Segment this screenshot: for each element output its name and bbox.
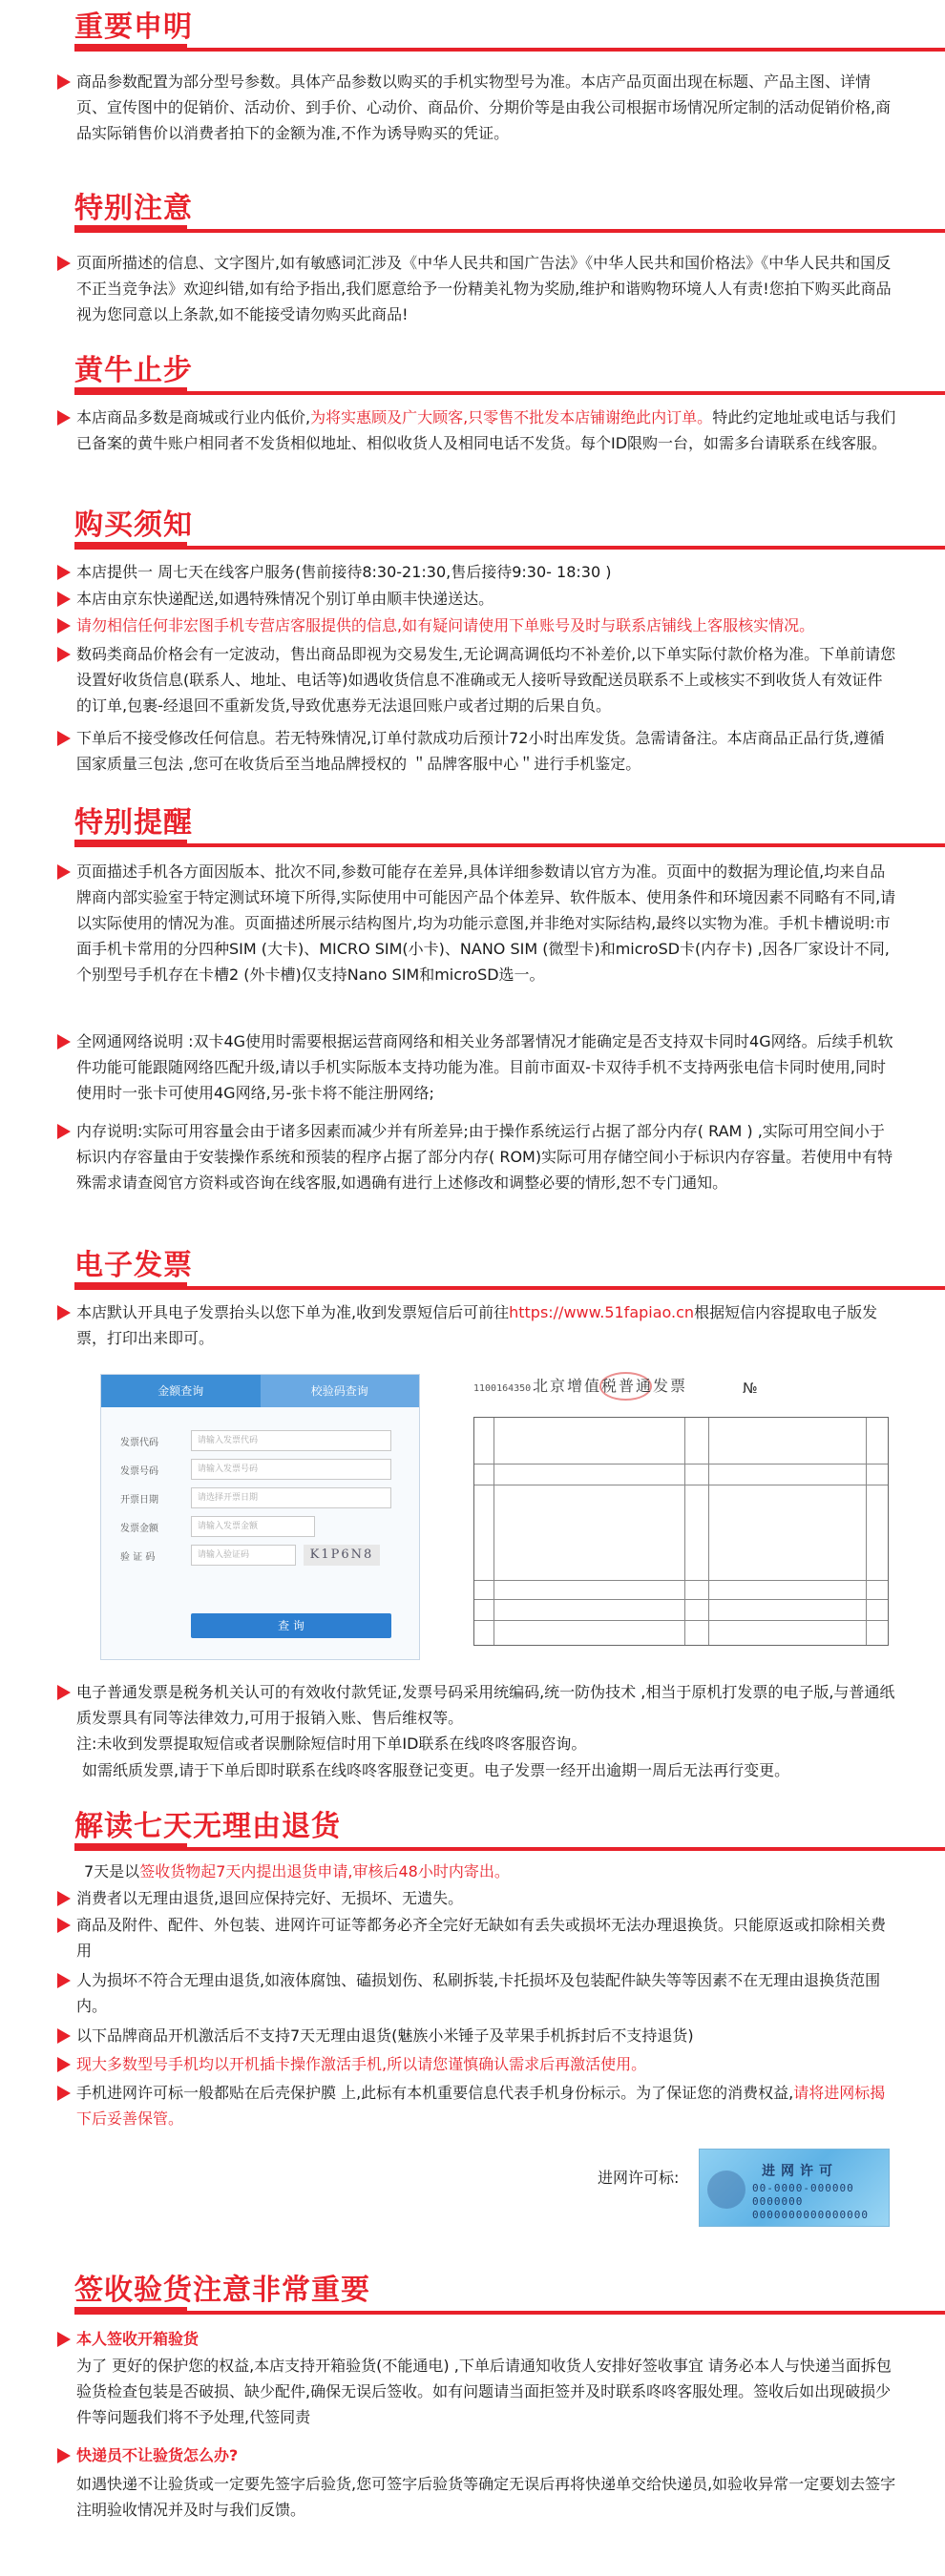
subheading: 本人签收开箱验货 xyxy=(57,2326,897,2352)
section-title: 电子发票 xyxy=(74,1249,193,1282)
section-divider xyxy=(74,229,945,233)
paragraph: 人为损坏不符合无理由退货,如液体腐蚀、磕损划伤、私刷拆装,卡托损坏及包装配件缺失等等因素不在无理由退换货范围内。 xyxy=(57,1967,897,2019)
paragraph: 手机进网许可标一般都贴在后壳保护膜 上,此标有本机重要信息代表手机身份标示。为了保证您的消费权益,请将进网标揭下后妥善保管。 xyxy=(57,2080,897,2131)
section-header-purchase-notes xyxy=(0,506,945,550)
section-title: 签收验货注意非常重要 xyxy=(74,2274,370,2307)
section-title: 黄牛止步 xyxy=(74,354,193,387)
arrow-icon xyxy=(57,410,71,426)
subheading: 快递员不让验货怎么办? xyxy=(57,2442,897,2468)
paragraph: 商品及附件、配件、外包装、进网许可证等都务必齐全完好无缺如有丢失或损坏无法办理退换货。只能原返或扣除相关费用 xyxy=(57,1912,897,1963)
section-header-delivery-inspection xyxy=(0,2271,945,2315)
section-divider xyxy=(74,2311,945,2315)
section-header-important xyxy=(0,8,945,52)
section-divider xyxy=(74,1286,945,1290)
arrow-icon xyxy=(57,1891,71,1906)
invoice-row: 发票号码 请输入发票号码 xyxy=(113,1459,409,1480)
paragraph: 如遇快递不让验货或一定要先签字后验货,您可签字后验货等确定无误后再将快递单交给快递员,如验收异常一定要划去签字注明验收情况并及时与我们反馈。 xyxy=(76,2475,896,2519)
invoice-tabs xyxy=(101,1375,419,1407)
invoice-query-form-image xyxy=(100,1374,420,1660)
arrow-icon xyxy=(57,618,71,634)
arrow-icon xyxy=(57,1918,71,1933)
paragraph: 为了 更好的保护您的权益,本店支持开箱验货(不能通电) ,下单后请通知收货人安排好签收事宜 请务必本人与快递当面拆包验货检查包装是否破损、缺少配件,确保无误后签收。如有问题请当面拒签并及时联系咚咚客服处理。签收后如出现破损少件等问题我们将不予处理,代签同责 xyxy=(76,2357,892,2426)
section-title: 解读七天无理由退货 xyxy=(74,1810,341,1843)
arrow-icon xyxy=(57,731,71,746)
section-title: 特别提醒 xyxy=(74,806,193,840)
invoice-paper-image: 1100164350 北京增值税普通发票 № xyxy=(456,1364,905,1665)
seal-icon xyxy=(707,2171,746,2209)
network-license-image: 进网许可 00-0000-000000 0000000 0000000000000000 xyxy=(699,2149,890,2227)
tab-check-code-query: 校验码查询 xyxy=(261,1375,420,1407)
paragraph: 商品参数配置为部分型号参数。具体产品参数以购买的手机实物型号为准。本店产品页面出现在标题、产品主图、详情页、宣传图中的促销价、活动价、到手价、心动价、商品价、分期价等是由我公司根据市场情况所定制的活动促销价格,商品实际销售价以消费者拍下的金额为准,不作为诱导购买的凭证。 xyxy=(57,69,897,146)
arrow-icon xyxy=(57,2448,71,2463)
section-divider xyxy=(74,546,945,550)
tab-amount-query: 金额查询 xyxy=(158,1384,204,1398)
paragraph: 电子普通发票是税务机关认可的有效收付款凭证,发票号码采用统编码,统一防伪技术 ,相当于原机打发票的电子版,与普通纸质发票具有同等法律效力,可用于报销入账、售后维权等。 xyxy=(57,1679,897,1731)
paragraph: 7天是以签收货物起7天内提出退货申请,审核后48小时内寄出。 xyxy=(84,1862,510,1880)
arrow-icon xyxy=(57,1124,71,1139)
paragraph: 本店由京东快递配送,如遇特殊情况个别订单由顺丰快递送达。 xyxy=(57,586,897,612)
section-header-attention xyxy=(0,189,945,233)
paragraph: 全网通网络说明 :双卡4G使用时需要根据运营商网络和相关业务部署情况才能确定是否支持双卡同时4G网络。后续手机软件功能可能跟随网络匹配升级,请以手机实际版本支持功能为准。目前市面双-卡双待手机不支持两张电信卡同时使用,同时使用时一张卡可使用4G网络,另-张卡将不能注册网络; xyxy=(57,1028,897,1106)
section-divider xyxy=(74,843,945,847)
arrow-icon xyxy=(57,256,71,271)
arrow-icon xyxy=(57,647,71,662)
query-button: 查 询 xyxy=(191,1613,391,1638)
arrow-icon xyxy=(57,1685,71,1700)
invoice-row: 发票金额 请输入发票金额 xyxy=(113,1516,409,1537)
arrow-icon xyxy=(57,864,71,880)
section-divider xyxy=(74,48,945,52)
invoice-grid xyxy=(473,1417,889,1646)
paragraph: 页面所描述的信息、文字图片,如有敏感词汇涉及《中华人民共和国广告法》《中华人民共和国价格法》《中华人民共和国反不正当竞争法》欢迎纠错,如有给予指出,我们愿意给予一份精美礼物为奖励,维护和谐购物环境人人有责!您拍下购买此商品视为您同意以上条款,如不能接受请勿购买此商品! xyxy=(57,250,897,327)
arrow-icon xyxy=(57,1973,71,1988)
paragraph: 本店提供一 周七天在线客户服务(售前接待8:30-21:30,售后接待9:30- 18:30 ) xyxy=(57,559,897,585)
arrow-icon xyxy=(57,74,71,90)
section-divider xyxy=(74,1847,945,1851)
section-title: 购买须知 xyxy=(74,509,193,542)
arrow-icon xyxy=(57,2086,71,2101)
paragraph: 下单后不接受修改任何信息。若无特殊情况,订单付款成功后预计72小时出库发货。急需请备注。本店商品正品行货,遵循国家质量三包法 ,您可在收货后至当地品牌授权的 ＂品牌客服中心＂进行手机鉴定。 xyxy=(57,725,897,777)
invoice-link[interactable]: https://www.51fapiao.cn xyxy=(509,1303,695,1321)
arrow-icon xyxy=(57,592,71,607)
paragraph: 注:未收到发票提取短信或者误删除短信时用下单ID联系在线咚咚客服咨询。 xyxy=(76,1735,587,1753)
paragraph: 内存说明:实际可用容量会由于诸多因素而减少并有所差异;由于操作系统运行占据了部分内存( RAM ) ,实际可用空间小于标识内存容量由于安装操作系统和预装的程序占据了部分内存( ROM)实际可用存储空间小于标识内存容量。若使用中有特殊需求请查阅官方资料或咨询在线客服,如遇确有进行上述修改和调整必要的情形,恕不专门通知。 xyxy=(57,1118,897,1195)
paragraph: 以下品牌商品开机激活后不支持7天无理由退货(魅族小米锤子及苹果手机拆封后不支持退货) xyxy=(57,2023,897,2048)
paragraph: 数码类商品价格会有一定波动，售出商品即视为交易发生,无论调高调低均不补差价,以下单实际付款价格为准。下单前请您设置好收货信息(联系人、地址、电话等)如遇收货信息不准确或无人接听导致配送员联系不上或核实不到收货人有效证件的订单,包裹-经退回不重新发货,导致优惠券无法退回账户或者过期的后果自负。 xyxy=(57,641,897,718)
paragraph: 本店默认开具电子发票抬头以您下单为准,收到发票短信后可前往https://www.51fapiao.cn根据短信内容提取电子版发票，打印出来即可。 xyxy=(57,1299,897,1351)
invoice-row: 发票代码 请输入发票代码 xyxy=(113,1430,409,1451)
section-header-reminder xyxy=(0,803,945,847)
arrow-icon xyxy=(57,2057,71,2072)
arrow-icon xyxy=(57,1034,71,1049)
section-title: 重要申明 xyxy=(74,10,193,44)
section-header-no-scalpers xyxy=(0,351,945,395)
section-title: 特别注意 xyxy=(74,192,193,225)
arrow-icon xyxy=(57,2332,71,2347)
section-header-seven-day-return xyxy=(0,1807,945,1851)
paragraph: 页面描述手机各方面因版本、批次不同,参数可能存在差异,具体详细参数请以官方为准。页面中的数据为理论值,均来自品牌商内部实验室于特定测试环境下所得,实际使用中可能因产品个体差异、软件版本、使用条件和环境因素不同略有不同,请以实际使用的情况为准。页面描述所展示结构图片,均为功能示意图,并非绝对实际结构,最终以实物为准。手机卡槽说明:市面手机卡常用的分四种SIM (大卡)、MICRO SIM(小卡)、NANO SIM (微型卡)和microSD卡(内存卡) ,因各厂家设计不同,个别型号手机存在卡槽2 (外卡槽)仅支持Nano SIM和microSD选一。 xyxy=(57,859,897,987)
invoice-row: 开票日期 请选择开票日期 xyxy=(113,1487,409,1508)
paragraph: 如需纸质发票,请于下单后即时联系在线咚咚客服登记变更。电子发票一经开出逾期一周后无法再行变更。 xyxy=(82,1761,790,1779)
arrow-icon xyxy=(57,565,71,580)
license-label: 进网许可标: xyxy=(598,2169,680,2187)
section-header-e-invoice xyxy=(0,1246,945,1290)
paragraph-warning: 请勿相信任何非宏图手机专营店客服提供的信息,如有疑问请使用下单账号及时与联系店铺线上客服核实情况。 xyxy=(57,613,897,638)
paragraph: 本店商品多数是商城或行业内低价,为将实惠顾及广大顾客,只零售不批发本店铺谢绝此内订单。特此约定地址或电话与我们已备案的黄牛账户相同者不发货相似地址、相似收货人及相同电话不发货。每个ID限购一台，如需多台请联系在线客服。 xyxy=(57,405,897,456)
paragraph-warning: 现大多数型号手机均以开机插卡操作激活手机,所以请您谨慎确认需求后再激活使用。 xyxy=(57,2051,897,2077)
arrow-icon xyxy=(57,1305,71,1320)
arrow-icon xyxy=(57,2028,71,2044)
paragraph: 消费者以无理由退货,退回应保持完好、无损坏、无遗失。 xyxy=(57,1885,897,1911)
captcha-image: K1P6N8 xyxy=(304,1545,380,1566)
invoice-row: 验 证 码 请输入验证码 K1P6N8 xyxy=(113,1545,409,1566)
section-divider xyxy=(74,391,945,395)
